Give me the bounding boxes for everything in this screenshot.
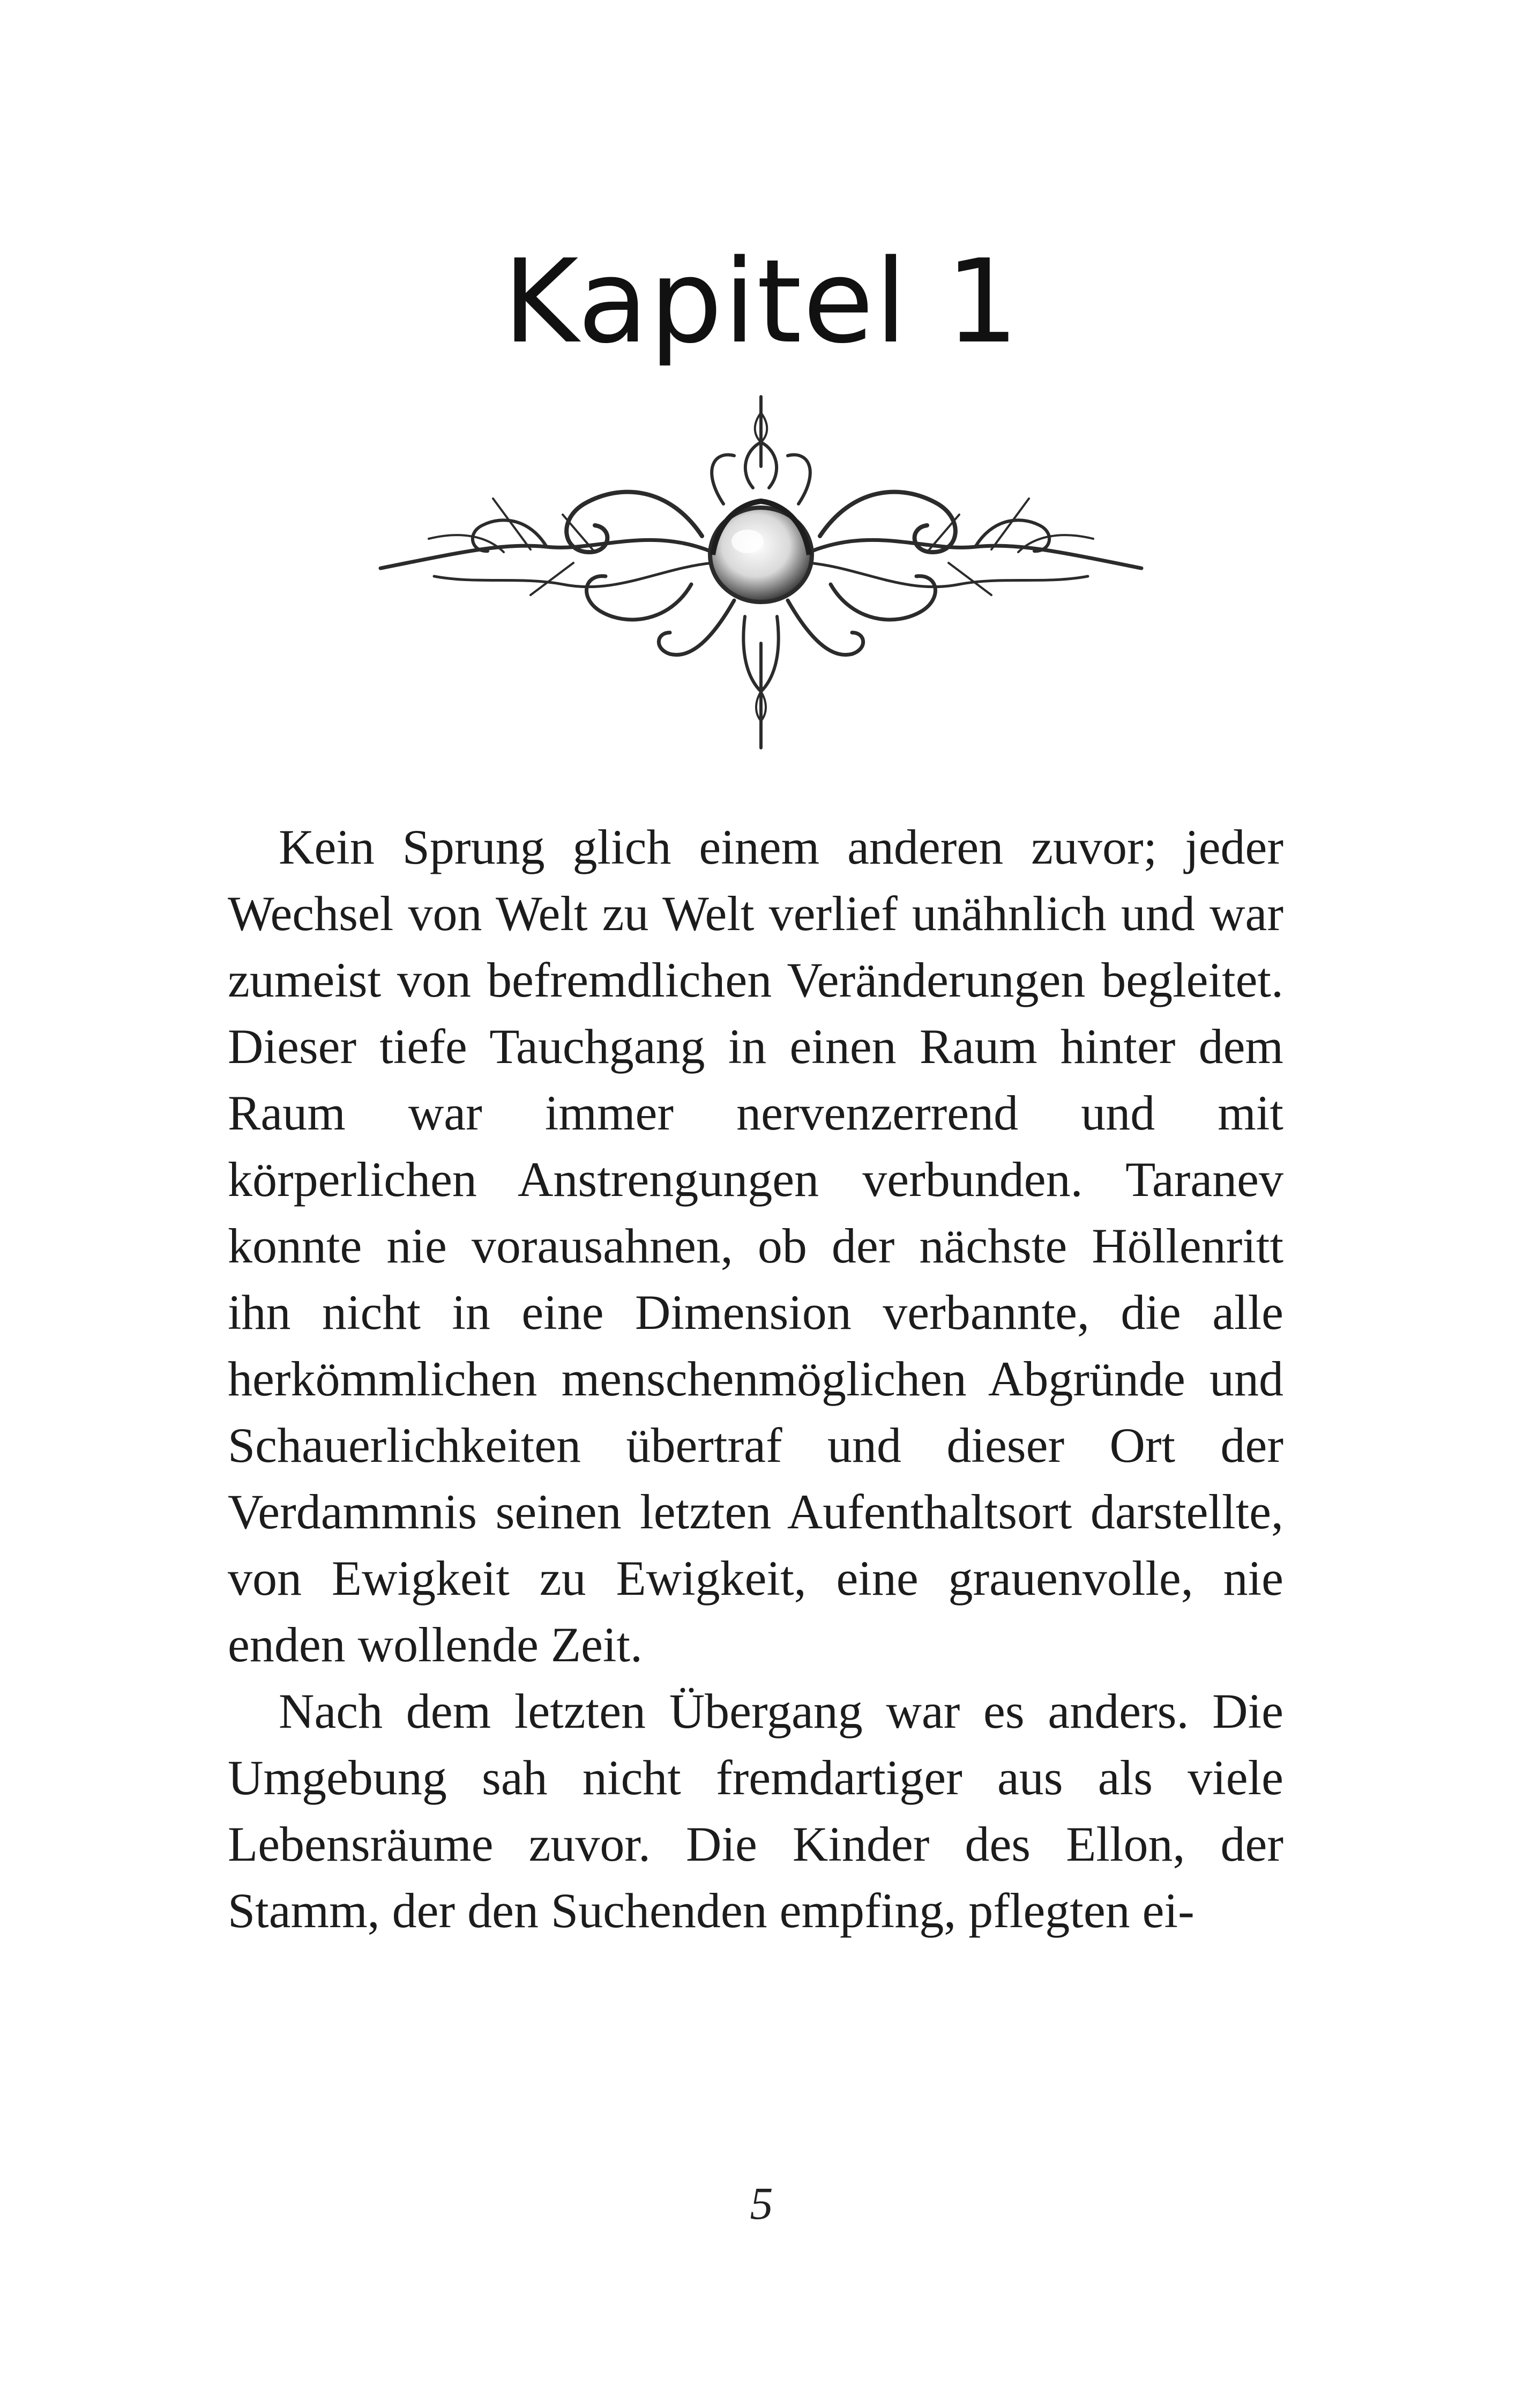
chapter-title: Kapitel 1 bbox=[503, 234, 1020, 369]
chapter-body bbox=[228, 814, 1283, 1944]
paragraph: Nach dem letzten Übergang war es anders. Die Umgebung sah nicht fremdartiger aus als viele Lebensräume zuvor. Die Kinder des Ellon, der Stamm, der den Suchenden empfing, pflegten ei- bbox=[228, 1684, 1283, 1938]
page-number: 5 bbox=[750, 2177, 773, 2229]
gothic-flourish-ornament-icon bbox=[370, 391, 1152, 756]
paragraph: Kein Sprung glich einem anderen zuvor; jeder Wechsel von Welt zu Welt verlief unähnlich und war zumeist von befremdlichen Veränderungen begleitet. Dieser tiefe Tauchgang in einen Raum hinter dem Raum war immer nervenzerrend und mit körperlichen Anstrengungen verbunden. Taranev konnte nie vorausahnen, ob der nächste Höllenritt ihn nicht in eine Dimension verbannte, die alle herkömmlichen menschenmöglichen Abgründe und Schauerlichkeiten übertraf und dieser Ort der Verdammnis seinen letzten Aufenthaltsort darstellte, von Ewigkeit zu Ewigkeit, eine grauenvolle, nie enden wollende Zeit. bbox=[228, 820, 1283, 1672]
